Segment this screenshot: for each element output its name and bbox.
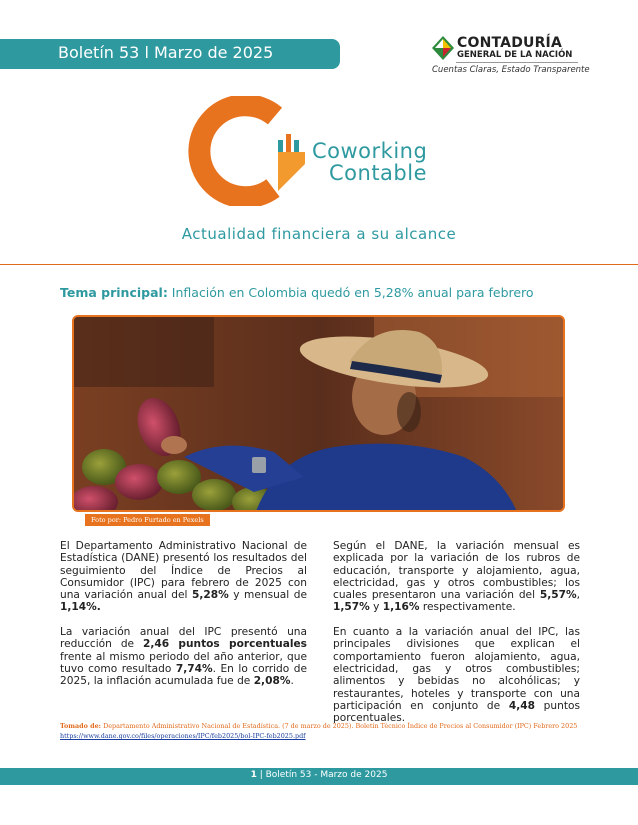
article-column-left <box>60 540 307 700</box>
main-topic <box>60 285 534 300</box>
page-number: 1 <box>250 770 257 780</box>
article-paragraph <box>333 626 580 724</box>
source-text: Departamento Administrativo Nacional de Estadística. (7 de marzo de 2025). Boletín Técnico Índice de Precios al Consumidor (IPC) Febrero 2025 <box>101 722 578 730</box>
footer-label: | Boletín 53 - Marzo de 2025 <box>256 770 388 780</box>
text-run: puntos porcentuales. <box>333 699 580 725</box>
photo-credit: Foto por: Pedro Furtado en Pexels <box>85 514 210 526</box>
institution-name: CONTADURÍA <box>457 35 563 51</box>
brand-word-contable: Contable <box>329 161 428 185</box>
highlight-value: 5,28% <box>191 589 229 602</box>
brand-word-coworking: Coworking <box>312 139 428 163</box>
text-run: Según el DANE, la variación mensual es explicada por la variación de los rubros de educación, transporte y alojamiento, agua, electricidad, gas y otros combustibles; los cuales presentaron una variación del <box>333 540 580 602</box>
institution-divider <box>456 62 578 63</box>
topic-label: Tema principal: <box>60 285 168 300</box>
article-paragraph <box>333 540 580 614</box>
man-selecting-mangoes-photo <box>74 317 565 512</box>
text-run: En cuanto a la variación anual del IPC, las principales divisiones que explican el comportamiento fueron alojamiento, agua, electricidad, gas y otros combustibles; alimentos y bebidas no alcohólicas; y restaurantes, hoteles y transporte con una participación en conjunto de <box>333 626 580 712</box>
section-divider <box>0 264 638 265</box>
institution-slogan: Cuentas Claras, Estado Transparente <box>432 65 590 75</box>
highlight-value: 4,48 <box>508 699 535 712</box>
highlight-value: 1,57% <box>333 601 370 614</box>
text-run: y mensual de <box>228 589 307 602</box>
text-run: . <box>290 675 294 688</box>
text-run: y <box>369 601 383 614</box>
source-link[interactable]: https://www.dane.gov.co/files/operaciones/IPC/feb2025/bol-IPC-feb2025.pdf <box>60 732 306 740</box>
article-paragraph <box>60 540 307 614</box>
footer-text <box>0 770 638 780</box>
coworking-contable-logo <box>183 96 463 206</box>
contaduria-logo <box>432 34 590 78</box>
article-paragraph <box>60 626 307 687</box>
highlight-value: 1,16% <box>382 601 420 614</box>
text-run: , <box>576 589 580 602</box>
article-column-right <box>333 540 580 737</box>
highlight-value: 7,74% <box>175 662 213 675</box>
bulletin-title: Boletín 53 l Marzo de 2025 <box>58 43 274 62</box>
brand-tagline: Actualidad financiera a su alcance <box>181 225 457 243</box>
footer-band <box>0 768 638 785</box>
source-citation <box>60 721 580 741</box>
highlight-value: 1,14%. <box>60 601 101 614</box>
text-run: La variación anual del IPC presentó una reducción de <box>60 626 307 651</box>
text-run: . En lo corrido de 2025, la inflación acumulada fue de <box>60 662 307 688</box>
highlight-value: 5,57% <box>539 589 577 602</box>
source-label: Tomado de: <box>60 722 102 730</box>
text-run: El Departamento Administrativo Nacional de Estadística (DANE) presentó los resultados del seguimiento del Índice de Precios al Consumidor (IPC) para febrero de 2025 con una variación anual del <box>60 540 307 602</box>
highlight-value: 2,46 puntos porcentuales <box>143 638 307 651</box>
contaduria-emblem-icon <box>432 36 454 60</box>
feature-photo <box>72 315 565 512</box>
topic-title: Inflación en Colombia quedó en 5,28% anual para febrero <box>171 285 534 300</box>
text-run: frente al mismo periodo del año anterior, que tuvo como resultado <box>60 650 307 675</box>
coworking-c-mark-icon <box>183 96 313 206</box>
institution-subname: GENERAL DE LA NACIÓN <box>457 50 573 60</box>
text-run: respectivamente. <box>419 601 516 614</box>
bulletin-header-band <box>0 39 340 69</box>
highlight-value: 2,08% <box>253 675 291 688</box>
